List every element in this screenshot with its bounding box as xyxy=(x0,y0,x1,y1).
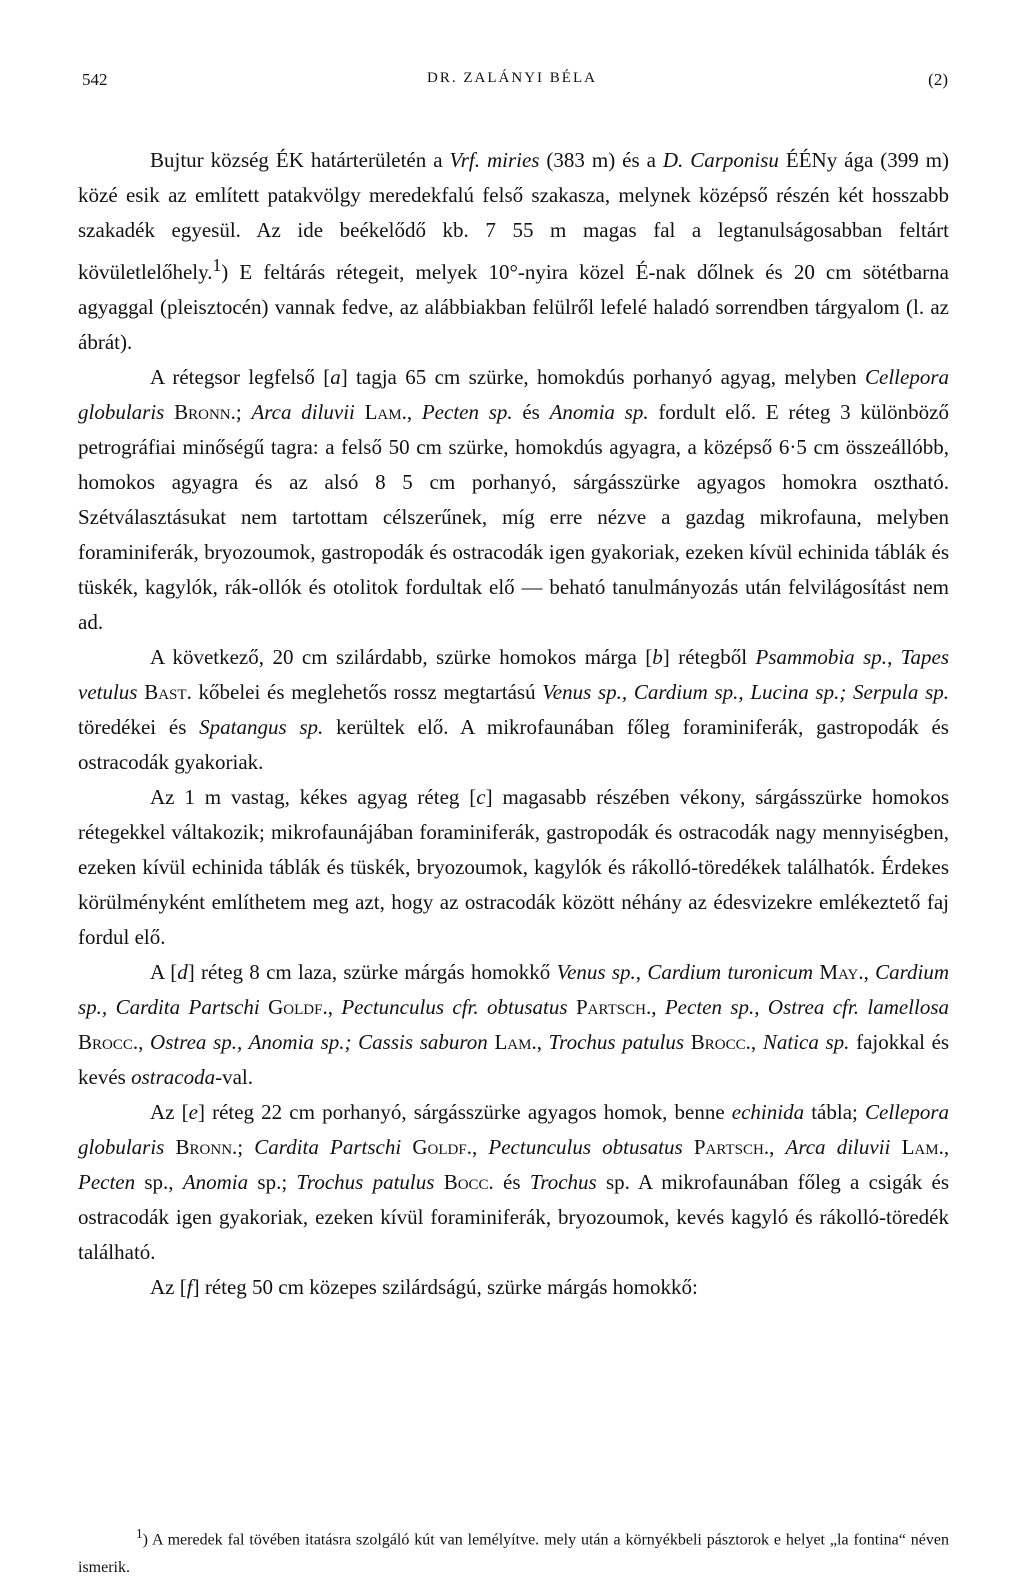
text-run: A következő, 20 cm szilárdabb, szürke homokos márga [ xyxy=(150,645,653,669)
author-name: Lam xyxy=(901,1135,939,1159)
layer-letter: c xyxy=(476,785,486,809)
layer-letter: e xyxy=(188,1100,198,1124)
author-name: Lam xyxy=(494,1030,532,1054)
text-run: ., xyxy=(132,1030,151,1054)
genus-name: Trochus xyxy=(529,1170,597,1194)
text-run: ., xyxy=(531,1030,549,1054)
text-run: ] réteg 22 cm porhanyó, sárgásszürke agyagos homok, benne xyxy=(197,1100,732,1124)
species-name: Cellepora globularis xyxy=(78,1100,949,1159)
layer-letter: b xyxy=(652,645,663,669)
text-run: ÉÉNy ága (399 m) közé esik az említett patakvölgy meredekfalú felső szakasza, melynek középső részén két hosszabb szakadék egyesül. Az ide beékelődő kb. 7 55 m magas fal a legtanulságosabban feltárt kövületlelőhely. xyxy=(78,148,950,284)
layer-letter: f xyxy=(186,1275,193,1299)
author-name: Lam xyxy=(364,400,402,424)
text-run: sp., xyxy=(135,1170,183,1194)
text-run xyxy=(684,1030,691,1054)
author-name: Brocc xyxy=(690,1030,746,1054)
text-run: sp. A mikrofaunában főleg a csigák és ostracodák igen gyakoriak, ezeken kívül foraminiferák, bryozoumok, kevés kagyló és rákolló-töredék található. xyxy=(78,1170,950,1264)
species-name: Cellepora globularis xyxy=(78,365,949,424)
genus-name: Anomia xyxy=(182,1170,249,1194)
text-run: ., xyxy=(938,1135,950,1159)
text-run: sp.; xyxy=(248,1170,297,1194)
species-name: Arca diluvii xyxy=(251,400,355,424)
text-run: A [ xyxy=(150,960,178,984)
species-name: Cardita Partschi xyxy=(254,1135,402,1159)
text-run: -val. xyxy=(215,1065,253,1089)
species-name: Pecten sp., Ostrea cfr. lamellosa xyxy=(664,995,950,1019)
text-run: Az 1 m vastag, kékes agyag réteg [ xyxy=(150,785,477,809)
text-run: Az [ xyxy=(150,1275,187,1299)
author-name: Bocc xyxy=(443,1170,489,1194)
species-name: Venus sp., Cardium turonicum xyxy=(556,960,814,984)
text-run: ., xyxy=(401,400,422,424)
species-name: Tapes vetulus xyxy=(78,645,950,704)
text-run: ] rétegből xyxy=(662,645,756,669)
author-name: Bast xyxy=(144,680,187,704)
text-run: ] réteg 50 cm közepes szilárdságú, szürke márgás homokkő: xyxy=(192,1275,698,1299)
text-run: fordult elő. E réteg 3 különböző petrográfiai minőségű tagra: a felső 50 cm szürke, homokdús agyagra, a középső 6·5 cm összeállóbb, homokos agyagra és az alsó 8 5 cm porhanyó, sárgásszürke agyagos homokra osztható. Szétválasztásukat nem tartottam célszerűnek, míg erre nézve a gazdag mikrofauna, melyben foraminiferák, bryozoumok, gastropodák és ostracodák igen gyakoriak, ezeken kívül echinida táblák és tüskék, kagylók, rák-ollók és otolitok fordultak elő — beható tanulmányozás után felvilágosítást nem ad. xyxy=(78,400,949,634)
author-name: Partsch xyxy=(693,1135,764,1159)
author-name: May xyxy=(819,960,859,984)
text-run: fajokkal és kevés xyxy=(78,1030,950,1089)
body-text xyxy=(78,143,949,1305)
footnote-marker: 1 xyxy=(212,255,222,275)
species-name: Pecten sp. xyxy=(421,400,513,424)
species-name: Natica sp. xyxy=(762,1030,850,1054)
taxon-name: ostracoda xyxy=(131,1065,216,1089)
text-run xyxy=(164,1135,175,1159)
author-name: Bronn xyxy=(174,400,231,424)
taxon-name: echinida xyxy=(731,1100,805,1124)
author-name: Goldf xyxy=(412,1135,467,1159)
text-run: Az [ xyxy=(150,1100,189,1124)
text-run xyxy=(164,400,174,424)
species-name: Ostrea sp., Anomia sp.; Cassis saburon xyxy=(150,1030,488,1054)
text-run: ] réteg 8 cm laza, szürke márgás homokkő xyxy=(187,960,557,984)
running-header xyxy=(0,70,1024,100)
paragraph-7 xyxy=(78,1270,949,1305)
text-run: ., xyxy=(745,1030,763,1054)
text-run: .; xyxy=(232,1135,255,1159)
text-run: ) E feltárás rétegeit, melyek 10°-nyira közel É-nak dőlnek és 20 cm sötétbarna agyaggal (pleisztocén) vannak fedve, az alábbiakban felülről lefelé haladó sorrendben tárgyalom (l. az ábrát). xyxy=(78,260,949,354)
text-run: Bujtur község ÉK határterületén a xyxy=(150,148,450,172)
text-run xyxy=(890,1135,901,1159)
text-run: . és xyxy=(488,1170,530,1194)
species-name: Arca diluvii xyxy=(785,1135,891,1159)
footnote-text: ) A meredek fal tövében itatásra szolgáló kút van lemélyítve. mely után a környékbeli pásztorok e helyet „la fontina“ néven ismerik. xyxy=(78,1531,949,1577)
genus-name: Pecten xyxy=(78,1170,136,1194)
layer-letter: a xyxy=(330,365,341,389)
text-run xyxy=(401,1135,412,1159)
text-run xyxy=(568,995,576,1019)
species-name: Cardium sp., Cardita Partschi xyxy=(78,960,949,1019)
text-run: tábla; xyxy=(804,1100,865,1124)
text-run xyxy=(434,1170,443,1194)
species-name: Pectunculus cfr. obtusatus xyxy=(341,995,568,1019)
species-name: Venus sp., Cardium sp., Lucina sp.; Serpula sp. xyxy=(542,680,949,704)
text-run xyxy=(683,1135,694,1159)
locality-name: D. Carponisu xyxy=(662,148,779,172)
paragraph-1 xyxy=(78,143,949,360)
text-run: A rétegsor legfelső [ xyxy=(150,365,331,389)
part-number: (2) xyxy=(928,70,948,89)
species-name: Psammobia sp. xyxy=(755,645,888,669)
text-run: ] tagja 65 cm szürke, homokdús porhanyó agyag, melyben xyxy=(340,365,865,389)
text-run: . kőbelei és meglehetős rossz megtartású xyxy=(186,680,543,704)
text-run: ., xyxy=(763,1135,786,1159)
species-name: Trochus patulus xyxy=(296,1170,435,1194)
species-name: Trochus patulus xyxy=(548,1030,685,1054)
text-run xyxy=(260,995,268,1019)
author-name: Goldf xyxy=(268,995,323,1019)
text-run: kerültek elő. A mikrofaunában főleg foraminiferák, gastropodák és ostracodák gyakoriak. xyxy=(78,715,949,774)
paragraph-4 xyxy=(78,780,949,955)
text-run: .; xyxy=(230,400,252,424)
species-name: Anomia sp. xyxy=(549,400,649,424)
text-run: ] magasabb részében vékony, sárgásszürke homokos rétegekkel váltakozik; mikrofaunájában foraminiferák, gastropodák és ostracodák nagy mennyiségben, ezeken kívül echinida táblák és tüskék, bryozoumok, kagylók és rákolló-töredékek találhatók. Érdekes körülményként említhetem meg azt, hogy az ostracodák között néhány az édesvizekre emlékeztető faj fordul elő. xyxy=(78,785,949,949)
text-run: ., xyxy=(645,995,665,1019)
paragraph-2 xyxy=(78,360,949,640)
text-run xyxy=(355,400,365,424)
author-name: Brocc xyxy=(78,1030,133,1054)
text-run: és xyxy=(512,400,550,424)
text-run: , xyxy=(887,645,901,669)
page-number: 542 xyxy=(82,70,108,89)
layer-letter: d xyxy=(177,960,188,984)
footnote xyxy=(78,1520,949,1582)
paragraph-3 xyxy=(78,640,949,780)
author-name: Bronn xyxy=(175,1135,233,1159)
paragraph-6 xyxy=(78,1095,949,1270)
locality-name: Vrf. miries xyxy=(449,148,540,172)
paragraph-5 xyxy=(78,955,949,1095)
running-title: DR. ZALÁNYI BÉLA xyxy=(427,70,597,86)
species-name: Pectunculus obtusatus xyxy=(488,1135,683,1159)
text-run: töredékei és xyxy=(78,715,200,739)
text-run: (383 m) és a xyxy=(539,148,663,172)
text-run: ., xyxy=(466,1135,489,1159)
species-name: Spatangus sp. xyxy=(199,715,324,739)
author-name: Partsch xyxy=(575,995,646,1019)
text-run: ., xyxy=(322,995,342,1019)
footnote-marker: 1 xyxy=(136,1526,143,1541)
text-run: ., xyxy=(858,960,876,984)
